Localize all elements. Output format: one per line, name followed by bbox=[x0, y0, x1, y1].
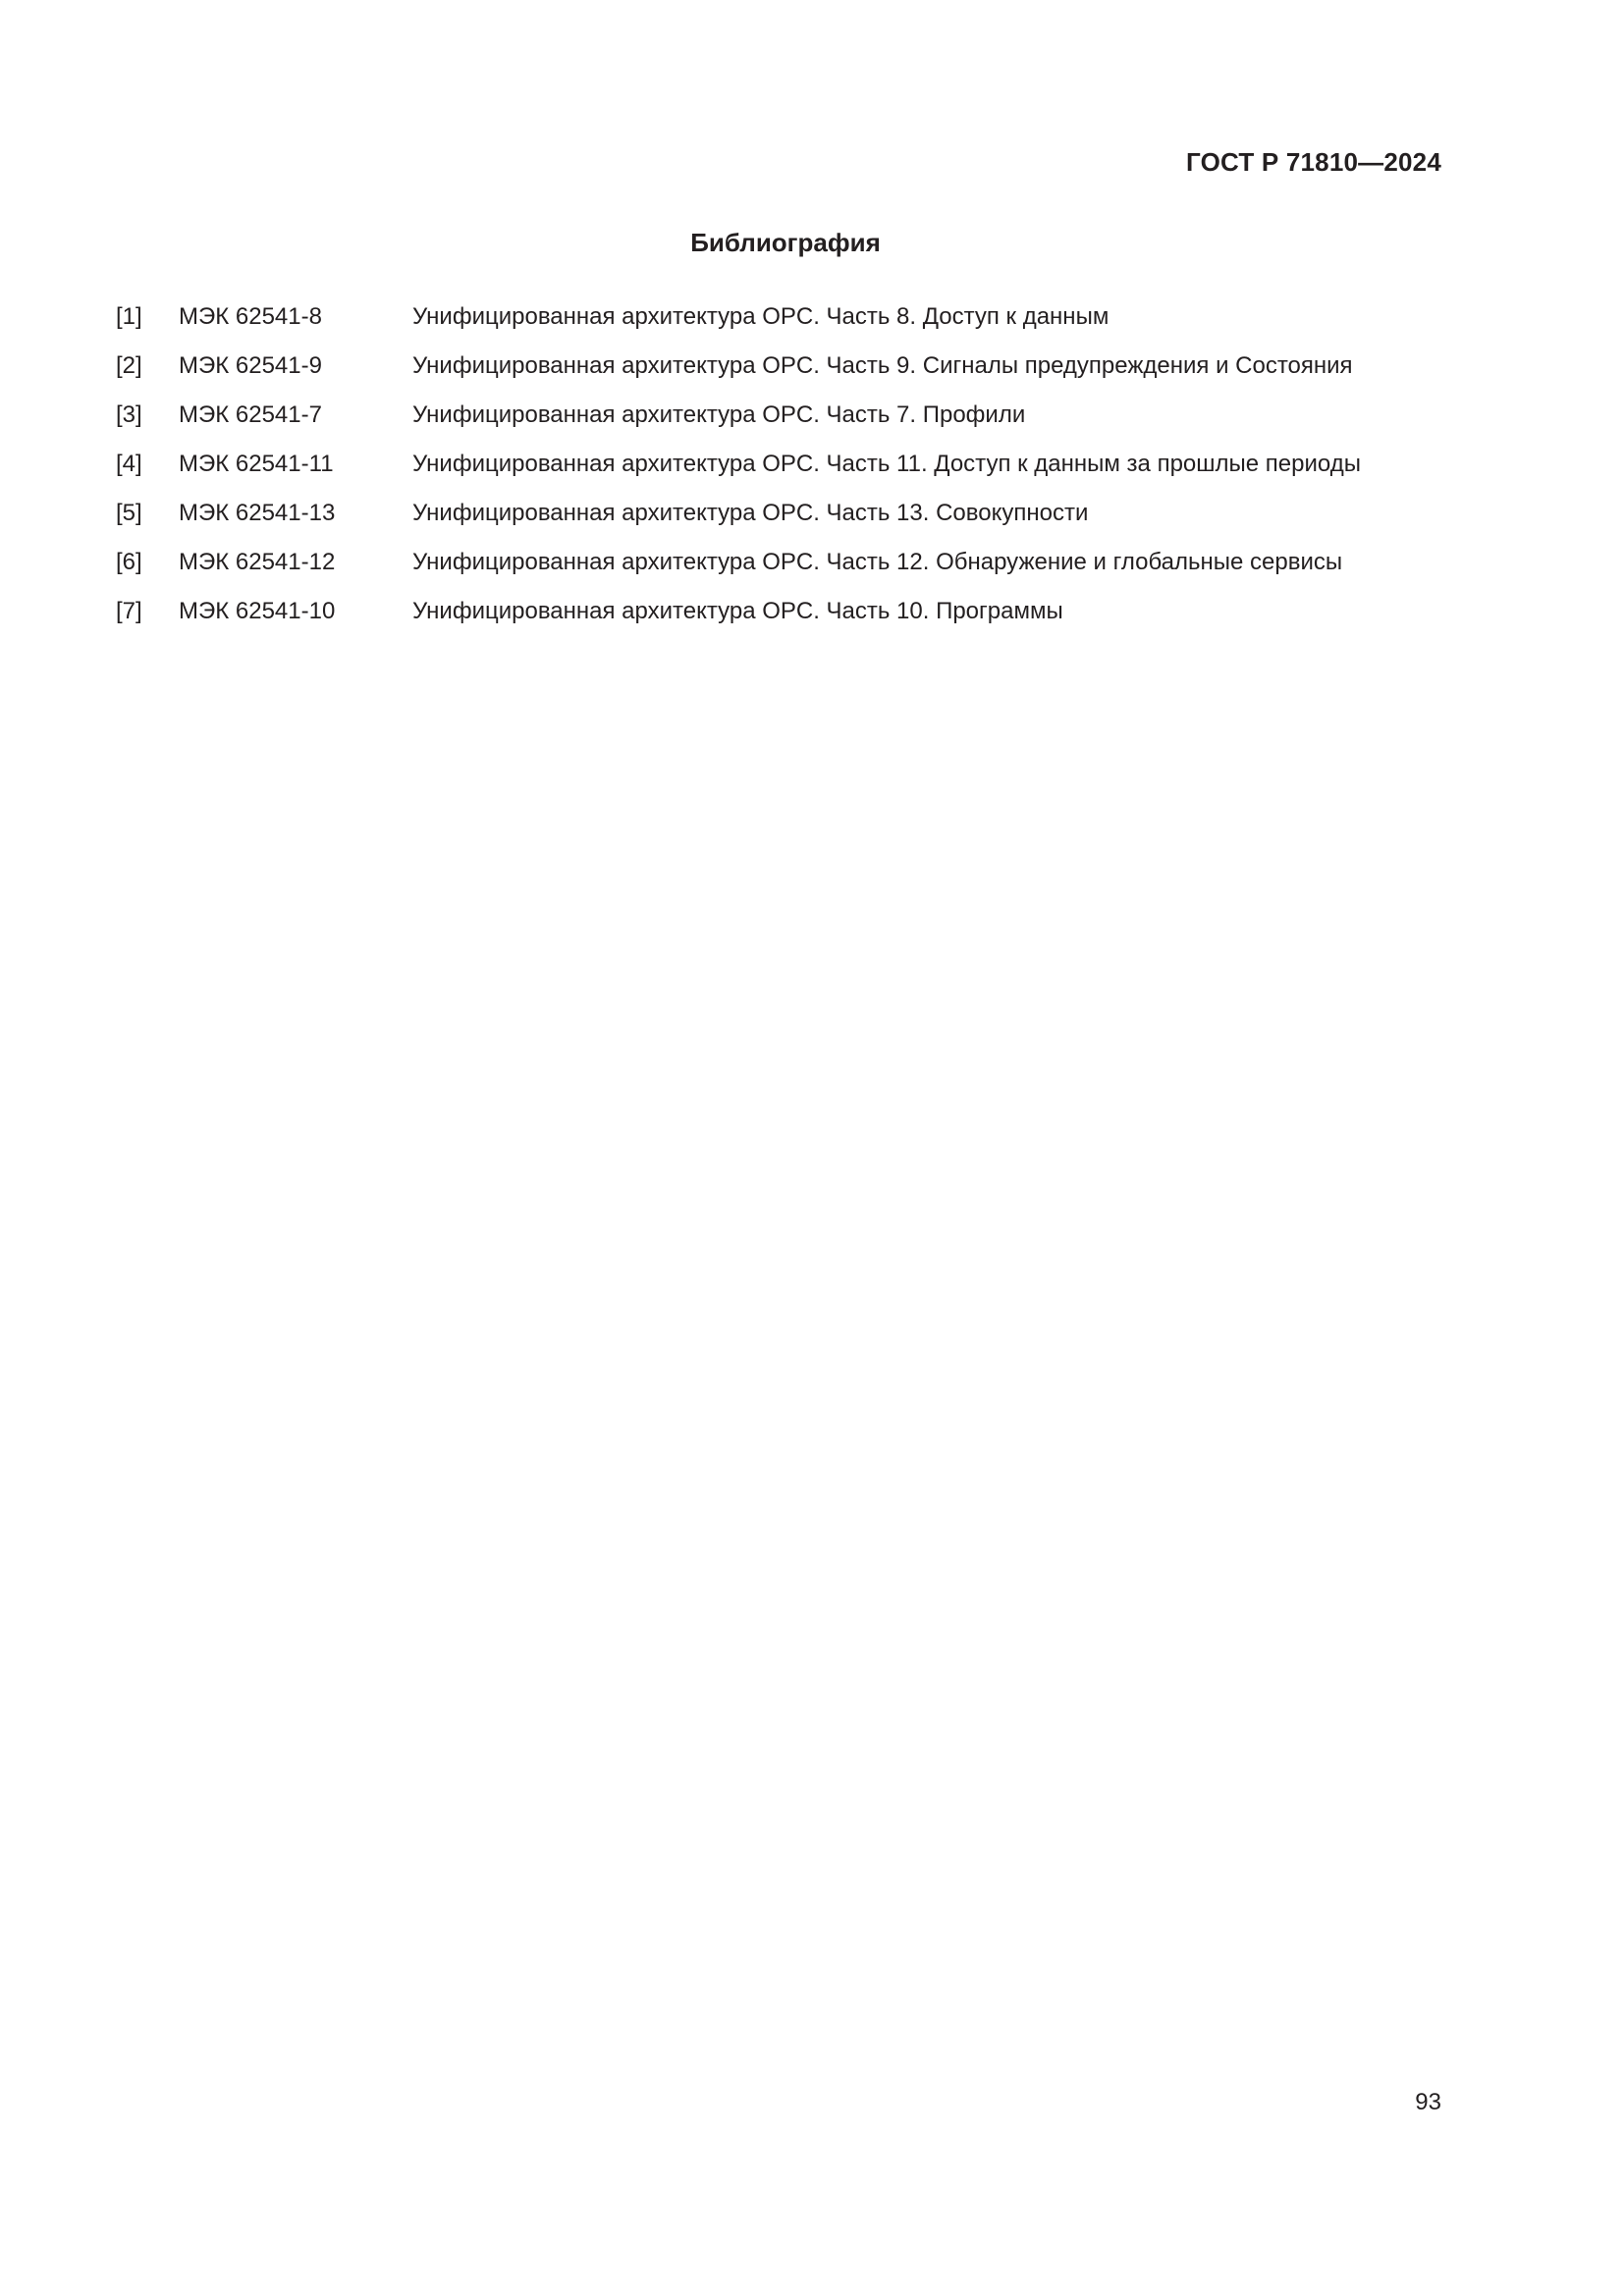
page-number: 93 bbox=[1415, 2089, 1441, 2115]
reference-number: [1] bbox=[116, 303, 142, 330]
reference-number: [4] bbox=[116, 451, 142, 477]
reference-title: Унифицированная архитектура OPC. Часть 7. Профили bbox=[412, 401, 1026, 428]
bibliography-entry bbox=[116, 302, 1471, 351]
reference-number: [3] bbox=[116, 401, 142, 428]
bibliography-list bbox=[116, 302, 1471, 646]
reference-standard-code: МЭК 62541-9 bbox=[179, 352, 322, 379]
reference-title: Унифицированная архитектура OPC. Часть 9. Сигналы предупреждения и Состояния bbox=[412, 352, 1353, 379]
reference-title: Унифицированная архитектура OPC. Часть 11. Доступ к данным за прошлые периоды bbox=[412, 451, 1361, 477]
reference-title: Унифицированная архитектура OPC. Часть 12. Обнаружение и глобальные сервисы bbox=[412, 549, 1343, 575]
bibliography-entry bbox=[116, 400, 1471, 450]
bibliography-entry bbox=[116, 597, 1471, 646]
reference-number: [5] bbox=[116, 500, 142, 526]
reference-number: [2] bbox=[116, 352, 142, 379]
reference-number: [6] bbox=[116, 549, 142, 575]
reference-title: Унифицированная архитектура OPC. Часть 8. Доступ к данным bbox=[412, 303, 1110, 330]
bibliography-entry bbox=[116, 499, 1471, 548]
bibliography-title: Библиография bbox=[690, 228, 881, 257]
reference-standard-code: МЭК 62541-12 bbox=[179, 549, 336, 575]
reference-standard-code: МЭК 62541-13 bbox=[179, 500, 336, 526]
bibliography-entry bbox=[116, 351, 1471, 400]
document-code: ГОСТ Р 71810—2024 bbox=[1186, 147, 1441, 177]
reference-standard-code: МЭК 62541-8 bbox=[179, 303, 322, 330]
reference-title: Унифицированная архитектура OPC. Часть 13. Совокупности bbox=[412, 500, 1089, 526]
reference-standard-code: МЭК 62541-10 bbox=[179, 598, 336, 624]
reference-standard-code: МЭК 62541-11 bbox=[179, 451, 334, 477]
reference-standard-code: МЭК 62541-7 bbox=[179, 401, 322, 428]
reference-title: Унифицированная архитектура OPC. Часть 10. Программы bbox=[412, 598, 1063, 624]
bibliography-entry bbox=[116, 450, 1471, 499]
bibliography-entry bbox=[116, 548, 1471, 597]
reference-number: [7] bbox=[116, 598, 142, 624]
